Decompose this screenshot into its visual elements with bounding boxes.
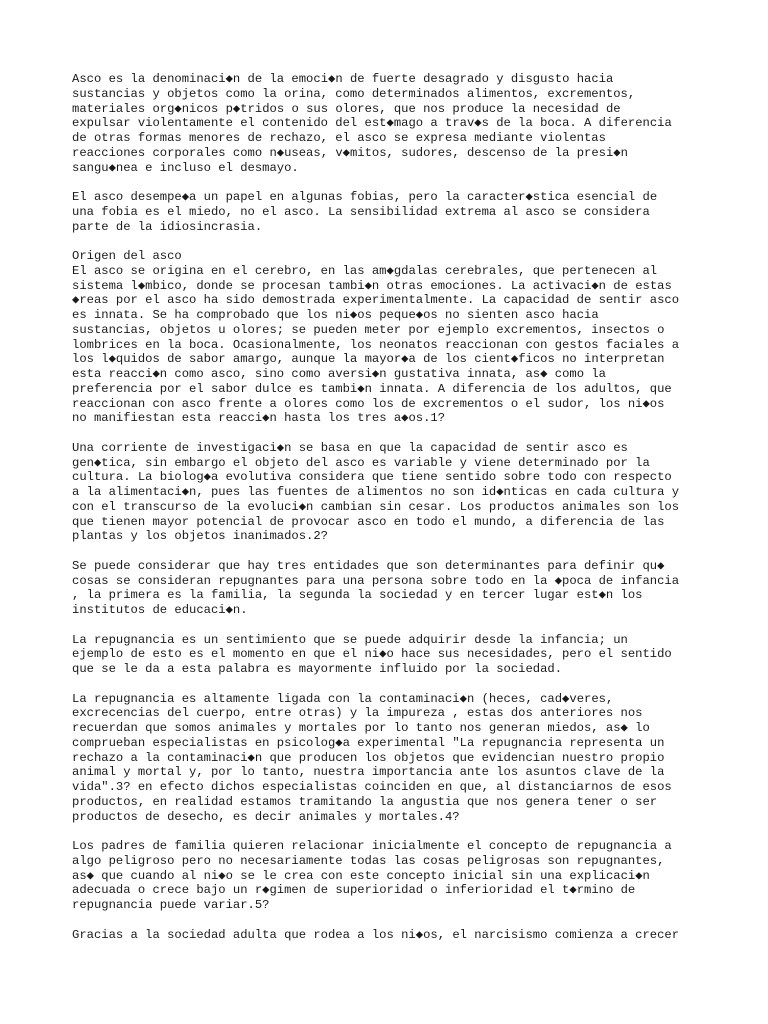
paragraph [72, 190, 712, 234]
text-line: ◆reas por el asco ha sido demostrada experimentalmente. La capacidad de sentir asco [72, 293, 680, 308]
text-line: reaccionan con asco frente a olores como los de excrementos o el sudor, los ni◆os [72, 396, 665, 411]
text-line: con el transcurso de la evoluci◆n cambian sin cesar. Los productos animales son los [72, 499, 680, 514]
text-line: materiales org◆nicos p◆tridos o sus olores, que nos produce la necesidad de [72, 101, 621, 116]
text-line: esta reacci◆n como asco, sino como aversi◆n gustativa innata, as◆ como la [72, 367, 606, 381]
paragraph [72, 839, 712, 913]
text-line: rechazo a la contaminaci◆n que producen los objetos que evidencian nuestro propio [72, 750, 665, 765]
paragraph [72, 249, 712, 426]
text-line: adecuada o crece bajo un r◆gimen de superioridad o inferioridad el t◆rmino de [72, 883, 636, 898]
text-line: que se le da a esta palabra es mayormente influido por la sociedad. [72, 662, 563, 676]
text-line: Gracias a la sociedad adulta que rodea a los ni◆os, el narcisismo comienza a crecer [72, 927, 680, 942]
text-line: de otras formas menores de rechazo, el asco se expresa mediante violentas [72, 131, 606, 145]
text-line: una fobia es el miedo, no el asco. La sensibilidad extrema al asco se considera [72, 204, 650, 219]
text-line: productos, en realidad estamos tramitando la angustia que nos genera tener o ser [72, 794, 658, 809]
text-line: , la primera es la familia, la segunda la sociedad y en tercer lugar est◆n los [72, 588, 643, 603]
text-line: los l◆quidos de sabor amargo, aunque la mayor◆a de los cient◆ficos no interpretan [72, 352, 665, 367]
text-line: preferencia por el sabor dulce es tambi◆n innata. A diferencia de los adultos, que [72, 381, 672, 396]
text-line: sustancias y objetos como la orina, como determinados alimentos, excrementos, [72, 86, 636, 101]
text-line: animal y mortal y, por lo tanto, nuestra importancia ante los asuntos clave de la [72, 765, 665, 780]
paragraph [72, 72, 712, 175]
text-line: Asco es la denominaci◆n de la emoci◆n de fuerte desagrado y disgusto hacia [72, 72, 614, 86]
text-line: comprueban especialistas en psicolog◆a experimental "La repugnancia representa un [72, 735, 665, 750]
text-line: ejemplo de esto es el momento en que el ni◆o hace sus necesidades, pero el sentido [72, 647, 672, 662]
text-line: gen◆tica, sin embargo el objeto del asco es variable y viene determinado por la [72, 455, 650, 470]
text-line: El asco desempe◆a un papel en algunas fobias, pero la caracter◆stica esencial de [72, 190, 658, 204]
paragraph [72, 559, 712, 618]
text-line: lombrices en la boca. Ocasionalmente, los neonatos reaccionan con gestos faciales a [72, 337, 680, 352]
text-line: La repugnancia es altamente ligada con la contaminaci◆n (heces, cad◆veres, [72, 691, 614, 706]
paragraph [72, 928, 712, 943]
text-line: excrecencias del cuerpo, entre otras) y la impureza , estas dos anteriores nos [72, 706, 643, 721]
paragraph [72, 633, 712, 677]
text-line: sustancias, objetos u olores; se pueden meter por ejemplo excrementos, insectos o [72, 322, 665, 337]
text-line: cultura. La biolog◆a evolutiva considera que tiene sentido sobre todo con respecto [72, 470, 672, 485]
text-line: vida".3? en efecto dichos especialistas coinciden en que, al distanciarnos de esos [72, 780, 672, 794]
text-line: a la alimentaci◆n, pues las fuentes de alimentos no son id◆nticas en cada cultura y [72, 485, 680, 499]
text-line: no manifiestan esta reacci◆n hasta los tres a◆os.1? [72, 411, 446, 426]
text-line: reacciones corporales como n◆useas, v◆mitos, sudores, descenso de la presi◆n [72, 145, 628, 160]
text-line: sistema l◆mbico, donde se procesan tambi◆n otras emociones. La activaci◆n de estas [72, 278, 672, 293]
text-line: Origen del asco [72, 249, 182, 263]
document-page [72, 72, 712, 957]
text-line: Una corriente de investigaci◆n se basa en que la capacidad de sentir asco es [72, 440, 628, 455]
text-line: plantas y los objetos inanimados.2? [72, 529, 328, 544]
text-line: es innata. Se ha comprobado que los ni◆os peque◆os no sienten asco hacia [72, 308, 599, 322]
text-line: La repugnancia es un sentimiento que se puede adquirir desde la infancia; un [72, 632, 628, 647]
text-line: parte de la idiosincrasia. [72, 219, 263, 234]
text-line: cosas se consideran repugnantes para una persona sobre todo en la ◆poca de infancia [72, 573, 680, 588]
text-line: El asco se origina en el cerebro, en las am◆gdalas cerebrales, que pertenecen al [72, 263, 658, 278]
text-line: algo peligroso pero no necesariamente todas las cosas peligrosas son repugnantes, [72, 853, 665, 868]
text-line: Los padres de familia quieren relacionar inicialmente el concepto de repugnancia a [72, 839, 672, 853]
paragraph [72, 441, 712, 544]
text-line: Se puede considerar que hay tres entidades que son determinantes para definir qu◆ [72, 558, 665, 573]
text-line: expulsar violentamente el contenido del est◆mago a trav◆s de la boca. A diferencia [72, 116, 672, 131]
text-line: que tienen mayor potencial de provocar asco en todo el mundo, a diferencia de las [72, 514, 665, 529]
text-line: recuerdan que somos animales y mortales por lo tanto nos generan miedos, as◆ lo [72, 721, 650, 735]
text-line: institutos de educaci◆n. [72, 603, 248, 617]
text-line: repugnancia puede variar.5? [72, 898, 270, 912]
text-line: as◆ que cuando al ni◆o se le crea con este concepto inicial sin una explicaci◆n [72, 868, 650, 883]
paragraph [72, 692, 712, 825]
text-line: sangu◆nea e incluso el desmayo. [72, 160, 299, 175]
text-line: productos de desecho, es decir animales y mortales.4? [72, 809, 460, 824]
